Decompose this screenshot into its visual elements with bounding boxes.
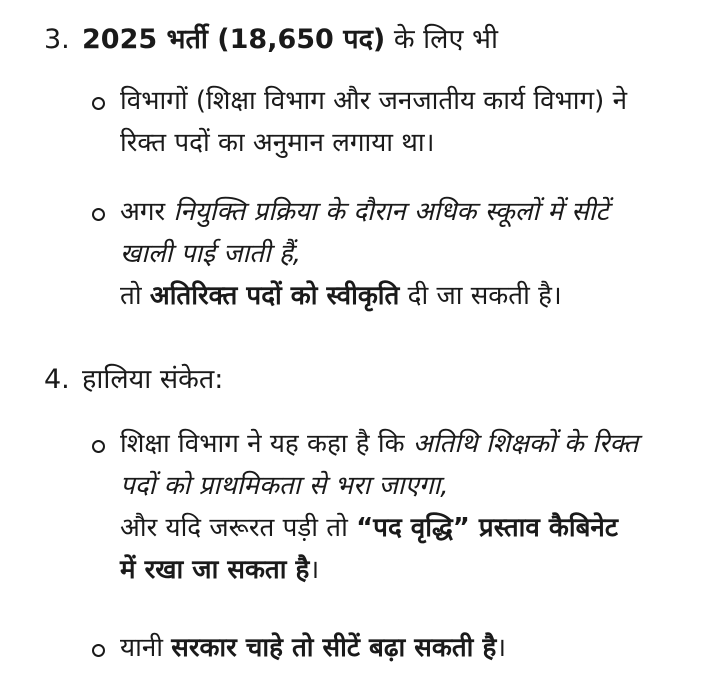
bullet-line bbox=[120, 549, 705, 591]
plain-text: दी जा सकती है। bbox=[399, 281, 562, 311]
bullet-line bbox=[120, 191, 705, 233]
hollow-bullet-icon bbox=[92, 644, 105, 657]
plain-text: और यदि जरूरत पड़ी तो bbox=[120, 513, 357, 543]
list-item-3-heading bbox=[44, 22, 498, 58]
plain-text: । bbox=[309, 555, 320, 585]
bold-text: अतिरिक्त पदों को स्वीकृति bbox=[149, 281, 400, 311]
italic-text: नियुक्ति प्रक्रिया के दौरान अधिक स्कूलों में सीटें bbox=[173, 197, 609, 227]
plain-text: । bbox=[496, 633, 507, 663]
italic-text: पदों को प्राथमिकता से भरा जाएगा, bbox=[120, 471, 449, 501]
hollow-bullet-icon bbox=[92, 97, 105, 110]
bullet-line: विभागों (शिक्षा विभाग और जनजातीय कार्य विभाग) ने bbox=[120, 86, 628, 116]
heading-text: के लिए भी bbox=[385, 24, 498, 55]
plain-text: अगर bbox=[120, 197, 174, 227]
list-item-3-bullet-1 bbox=[120, 80, 705, 164]
list-item-4-heading bbox=[44, 362, 223, 398]
bullet-line bbox=[120, 507, 705, 549]
italic-text: खाली पाई जाती हैं, bbox=[120, 239, 302, 269]
list-item-4-bullet-2 bbox=[120, 627, 705, 669]
plain-text: तो bbox=[120, 281, 150, 311]
list-number: 3. bbox=[44, 24, 70, 55]
italic-text: अतिथि शिक्षकों के रिक्त bbox=[412, 429, 639, 459]
hollow-bullet-icon bbox=[92, 208, 105, 221]
list-item-3-bullet-2 bbox=[120, 191, 705, 317]
bold-text: “पद वृद्धि” प्रस्ताव कैबिनेट bbox=[356, 513, 618, 543]
bold-text: में रखा जा सकता है bbox=[120, 555, 310, 585]
bold-text: सरकार चाहे तो सीटें बढ़ा सकती है bbox=[171, 633, 497, 663]
bullet-line bbox=[120, 423, 705, 465]
plain-text: शिक्षा विभाग ने यह कहा है कि bbox=[120, 429, 413, 459]
bullet-line: रिक्त पदों का अनुमान लगाया था। bbox=[120, 128, 435, 158]
heading-bold-text: 2025 भर्ती (18,650 पद) bbox=[82, 24, 386, 55]
bullet-line bbox=[120, 275, 705, 317]
list-item-4-bullet-1 bbox=[120, 423, 705, 591]
heading-text: हालिया संकेत: bbox=[82, 364, 224, 395]
plain-text: यानी bbox=[120, 633, 172, 663]
bullet-line bbox=[120, 627, 705, 669]
list-number: 4. bbox=[44, 364, 70, 395]
hollow-bullet-icon bbox=[92, 440, 105, 453]
